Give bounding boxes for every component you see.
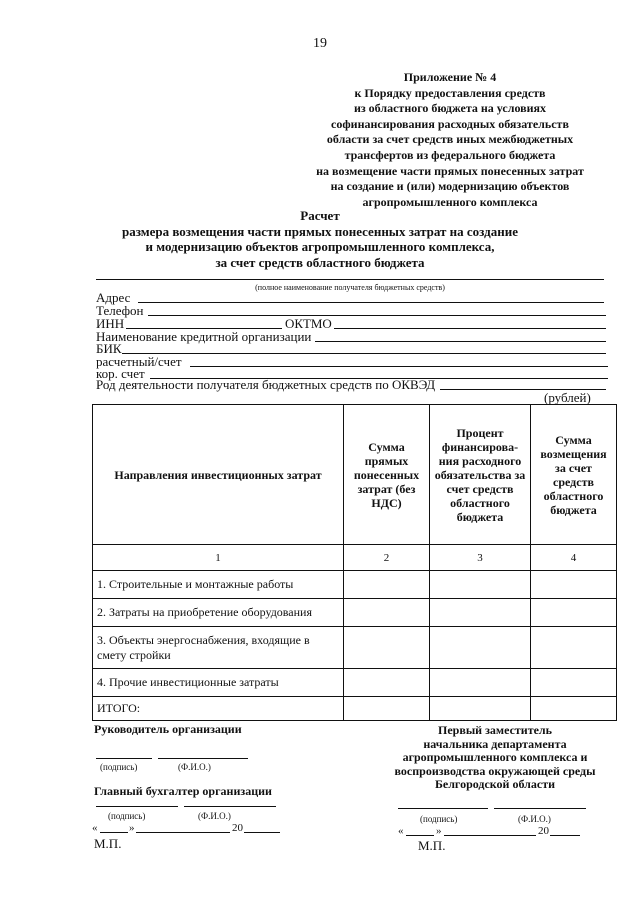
currency-note: (рублей)	[544, 390, 591, 405]
value-cell[interactable]	[531, 599, 617, 627]
appendix-line: трансфертов из федерального бюджета	[344, 147, 556, 162]
year-prefix: 20	[538, 825, 549, 837]
date-year-line[interactable]	[550, 835, 580, 836]
header-funding-percent: Процент финансирова-ния расходного обязательства за счет средств областного бюджета	[430, 405, 531, 545]
row-label: 3. Объекты энергоснабжения, входящие в смету стройки	[93, 627, 344, 669]
recipient-caption: (полное наименование получателя бюджетных средств)	[255, 283, 445, 292]
fio-caption: (Ф.И.О.)	[198, 811, 231, 821]
table-row	[93, 627, 617, 669]
date-close-quote: »	[436, 825, 442, 837]
official-title-line: Первый заместитель	[438, 723, 552, 737]
phone-label: Телефон	[96, 303, 144, 318]
value-cell[interactable]	[344, 599, 430, 627]
date-open-quote: «	[398, 825, 404, 837]
value-cell[interactable]	[430, 571, 531, 599]
appendix-header	[300, 70, 600, 210]
value-cell[interactable]	[344, 627, 430, 669]
date-day-line[interactable]	[406, 835, 434, 836]
calculation-line: и модернизацию объектов агропромышленного комплекса,	[145, 239, 495, 254]
table-row	[93, 571, 617, 599]
calculation-title: Расчет	[300, 208, 340, 223]
account-field[interactable]	[190, 366, 608, 367]
bik-field[interactable]	[122, 353, 606, 354]
appendix-line: на возмещение части прямых понесенных затрат	[316, 163, 584, 178]
page-number: 19	[313, 36, 327, 51]
appendix-line: к Порядку предоставления средств	[354, 85, 546, 100]
bank-label: Наименование кредитной организации	[96, 329, 312, 344]
address-label: Адрес	[96, 290, 131, 305]
value-cell[interactable]	[344, 571, 430, 599]
calculation-line: размера возмещения части прямых понесенных затрат на создание	[122, 223, 518, 239]
official-title-line: начальника департамента	[423, 736, 567, 751]
accountant-fio-line[interactable]	[184, 806, 276, 807]
row-label: ИТОГО:	[93, 697, 344, 721]
oktmo-field[interactable]	[334, 328, 606, 329]
table-header-row	[93, 405, 617, 545]
fio-caption: (Ф.И.О.)	[518, 814, 551, 824]
oktmo-label: ОКТМО	[285, 316, 332, 331]
appendix-line: софинансирования расходных обязательств	[331, 116, 569, 131]
head-fio-line[interactable]	[158, 758, 248, 759]
stamp-label: М.П.	[418, 838, 446, 853]
value-cell[interactable]	[430, 627, 531, 669]
value-cell[interactable]	[531, 571, 617, 599]
date-month-line[interactable]	[136, 832, 230, 833]
investment-table	[92, 404, 617, 721]
accountant-signature-line[interactable]	[96, 806, 178, 807]
date-month-line[interactable]	[444, 835, 536, 836]
address-field[interactable]	[138, 302, 604, 303]
date-day-line[interactable]	[100, 832, 128, 833]
official-title-line: агропромышленного комплекса и	[402, 750, 588, 764]
header-direct-costs: Сумма прямых понесенных затрат (без НДС)	[344, 405, 430, 545]
appendix-line: области за счет средств иных межбюджетных	[326, 132, 574, 147]
date-close-quote: »	[129, 822, 135, 834]
signature-caption: (подпись)	[100, 762, 138, 772]
table-row	[93, 669, 617, 697]
value-cell[interactable]	[430, 599, 531, 627]
official-signature-line[interactable]	[398, 808, 488, 809]
column-number-row	[93, 545, 617, 571]
value-cell[interactable]	[430, 669, 531, 697]
column-number: 4	[531, 545, 617, 571]
recipient-name-line[interactable]	[96, 279, 604, 280]
column-number: 1	[93, 545, 344, 571]
date-year-line[interactable]	[244, 832, 280, 833]
official-title-line: Белгородской области	[434, 777, 556, 791]
column-number: 2	[344, 545, 430, 571]
value-cell[interactable]	[531, 627, 617, 669]
okved-label: Род деятельности получателя бюджетных средств по ОКВЭД	[96, 377, 436, 392]
column-number: 3	[430, 545, 531, 571]
row-label: 4. Прочие инвестиционные затраты	[93, 669, 344, 697]
calculation-line: за счет средств областного бюджета	[215, 254, 425, 270]
value-cell[interactable]	[344, 697, 430, 721]
date-open-quote: «	[92, 822, 98, 834]
accountant-title: Главный бухгалтер организации	[94, 784, 272, 798]
bank-field[interactable]	[315, 341, 606, 342]
table-row	[93, 599, 617, 627]
table-row-total	[93, 697, 617, 721]
calculation-title-block	[0, 208, 640, 270]
signature-caption: (подпись)	[108, 811, 146, 821]
value-cell[interactable]	[344, 669, 430, 697]
value-cell[interactable]	[531, 697, 617, 721]
phone-field[interactable]	[148, 315, 606, 316]
appendix-line: агропромышленного комплекса	[362, 194, 538, 209]
value-cell[interactable]	[430, 697, 531, 721]
account-label: расчетный/счет	[96, 354, 182, 369]
value-cell[interactable]	[531, 669, 617, 697]
signature-caption: (подпись)	[420, 814, 458, 824]
year-prefix: 20	[232, 822, 243, 834]
row-label: 2. Затраты на приобретение оборудования	[93, 599, 344, 627]
header-reimbursement: Сумма возмещения за счет средств областного бюджета	[531, 405, 617, 545]
appendix-line: на создание и (или) модернизацию объектов	[330, 179, 570, 194]
bik-label: БИК	[96, 341, 122, 356]
official-fio-line[interactable]	[494, 808, 586, 809]
head-title: Руководитель организации	[94, 722, 242, 736]
header-directions: Направления инвестиционных затрат	[93, 405, 344, 545]
inn-label: ИНН	[96, 316, 125, 331]
row-label: 1. Строительные и монтажные работы	[93, 571, 344, 599]
fio-caption: (Ф.И.О.)	[178, 762, 211, 772]
head-signature-line[interactable]	[96, 758, 152, 759]
official-title	[380, 724, 610, 792]
corr-account-label: кор. счет	[96, 366, 145, 381]
appendix-line: Приложение № 4	[403, 70, 497, 84]
stamp-label: М.П.	[94, 836, 122, 851]
official-title-line: воспроизводства окружающей среды	[394, 763, 596, 778]
appendix-line: из областного бюджета на условиях	[353, 101, 547, 116]
